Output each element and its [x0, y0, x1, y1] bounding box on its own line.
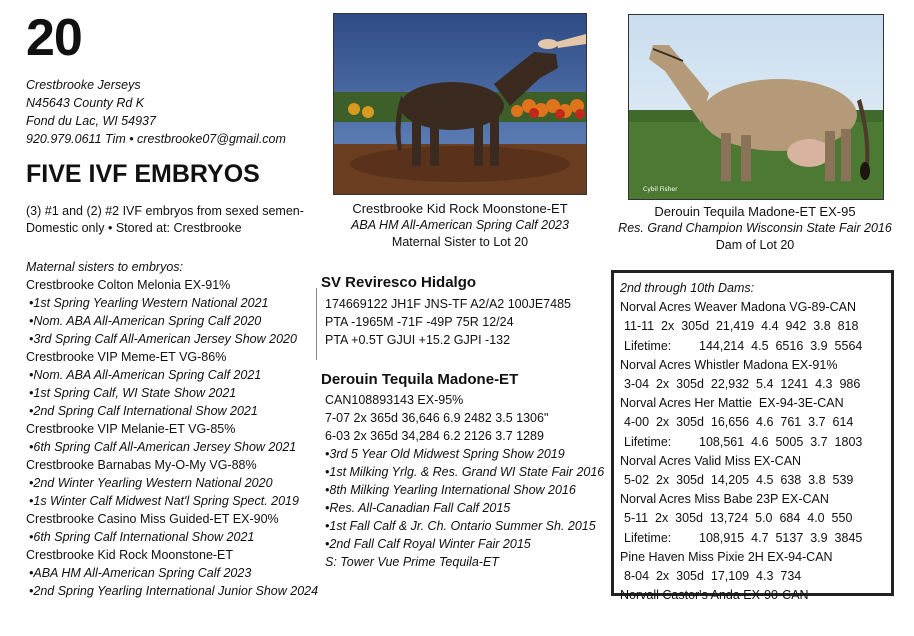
- dam-award: •Res. All-Canadian Fall Calf 2015: [325, 501, 511, 515]
- sister-name: Crestbrooke VIP Meme-ET VG-86%: [26, 350, 227, 364]
- ancestor-dam-name: Norvall Castor's Anda EX-90-CAN: [620, 588, 809, 603]
- ancestor-dam-record: 11-11 2x 305d 21,419 4.4 942 3.8 818: [624, 319, 859, 334]
- consignor-address-line1: N45643 County Rd K: [26, 96, 145, 110]
- ancestor-dam-name: Pine Haven Miss Pixie 2H EX-94-CAN: [620, 549, 833, 564]
- ancestor-dam-record: Lifetime: 108,915 4.7 5137 3.9 3845: [624, 530, 863, 545]
- ancestor-dam-record: 5-11 2x 305d 13,724 5.0 684 4.0 550: [624, 511, 853, 526]
- dam-award: •2nd Fall Calf Royal Winter Fair 2015: [325, 537, 531, 551]
- ancestor-dam-record: Lifetime: 108,561 4.6 5005 3.7 1803: [624, 434, 863, 449]
- sire-info-line: PTA +0.5T GJUI +15.2 GJPI -132: [325, 333, 511, 347]
- sister-award: •3rd Spring Calf All-American Jersey Show 2020: [29, 332, 297, 346]
- photo-moonstone: [333, 13, 587, 195]
- ancestor-dam-record: 5-02 2x 305d 14,205 4.5 638 3.8 539: [624, 473, 854, 488]
- sister-award: •2nd Spring Yearling International Junior Show 2024: [29, 584, 319, 598]
- dam-name: Derouin Tequila Madone-ET: [321, 371, 519, 388]
- lot-description: [26, 203, 316, 237]
- dams-pedigree-box: [611, 270, 894, 603]
- sister-award: •1st Spring Calf, WI State Show 2021: [29, 386, 237, 400]
- photo2-caption-relation: Dam of Lot 20: [715, 238, 795, 252]
- sister-name: Crestbrooke Barnabas My-O-My VG-88%: [26, 458, 257, 472]
- ancestor-dam-record: 3-04 2x 305d 22,932 5.4 1241 4.3 986: [624, 377, 861, 392]
- sire-info-line: 174669122 JH1F JNS-TF A2/A2 100JE7485: [325, 297, 571, 311]
- sister-name: Crestbrooke VIP Melanie-ET VG-85%: [26, 422, 236, 436]
- ancestor-dam-name: Norval Acres Weaver Madona VG-89-CAN: [620, 300, 856, 315]
- maternal-sisters: [26, 258, 326, 600]
- dam-record: CAN108893143 EX-95%: [325, 393, 464, 407]
- photo1-caption: [330, 200, 590, 251]
- sister-award: •1s Winter Calf Midwest Nat'l Spring Spect. 2019: [29, 494, 299, 508]
- sister-award: •Nom. ABA All-American Spring Calf 2020: [29, 314, 262, 328]
- photo1-caption-award: ABA HM All-American Spring Calf 2023: [351, 218, 569, 232]
- sister-award: •1st Spring Yearling Western National 2021: [29, 296, 269, 310]
- ancestor-dam-name: Norval Acres Valid Miss EX-CAN: [620, 453, 802, 468]
- sister-award: •ABA HM All-American Spring Calf 2023: [29, 566, 252, 580]
- ancestor-dam-record: 4-00 2x 305d 16,656 4.6 761 3.7 614: [624, 415, 854, 430]
- lot-number: 20: [26, 9, 82, 67]
- ancestor-dam-name: Norval Acres Her Mattie EX-94-3E-CAN: [620, 396, 844, 411]
- photo2-caption-name: Derouin Tequila Madone-ET EX-95: [654, 204, 856, 219]
- dams-box-title: 2nd through 10th Dams:: [620, 281, 755, 295]
- consignor-name: Crestbrooke Jerseys: [26, 78, 141, 92]
- consignor-contact: 920.979.0611 Tim • crestbrooke07@gmail.com: [26, 132, 286, 146]
- sister-name: Crestbrooke Colton Melonia EX-91%: [26, 278, 231, 292]
- cow-photo-2-image: [629, 15, 883, 199]
- cow-photo-1-image: [334, 14, 586, 194]
- lot-headline: FIVE IVF EMBRYOS: [26, 160, 260, 188]
- photo-madone: [628, 14, 884, 200]
- dam-info: [325, 391, 604, 571]
- ancestor-dam-record: Lifetime: 144,214 4.5 6516 3.9 5564: [624, 338, 863, 353]
- dam-award: •1st Milking Yrlg. & Res. Grand WI State Fair 2016: [325, 465, 605, 479]
- photo1-caption-relation: Maternal Sister to Lot 20: [391, 235, 529, 249]
- dam-award: •1st Fall Calf & Jr. Ch. Ontario Summer Sh. 2015: [325, 519, 596, 533]
- sire-name: SV Revirescо Hidalgo: [321, 274, 477, 291]
- dam-award: S: Tower Vue Prime Tequila-ET: [325, 555, 499, 569]
- ancestor-dam-name: Norval Acres Whistler Madona EX-91%: [620, 357, 838, 372]
- photo2-caption: [610, 203, 900, 254]
- dam-award: •3rd 5 Year Old Midwest Spring Show 2019: [325, 447, 565, 461]
- description-line: (3) #1 and (2) #2 IVF embryos from sexed semen-: [26, 204, 304, 218]
- photo1-caption-name: Crestbrooke Kid Rock Moonstone-ET: [352, 201, 568, 216]
- sister-award: •Nom. ABA All-American Spring Calf 2021: [29, 368, 262, 382]
- dam-record: 7-07 2x 365d 36,646 6.9 2482 3.5 1306": [325, 411, 549, 425]
- consignor-address-line2: Fond du Lac, WI 54937: [26, 114, 156, 128]
- sister-name: Crestbrooke Casino Miss Guided-ET EX-90%: [26, 512, 279, 526]
- photo2-caption-award: Res. Grand Champion Wisconsin State Fair 2016: [618, 221, 892, 235]
- dam-record: 6-03 2x 365d 34,284 6.2 2126 3.7 1289: [325, 429, 544, 443]
- sister-name: Crestbrooke Kid Rock Moonstone-ET: [26, 548, 234, 562]
- column-divider: [316, 288, 317, 360]
- maternal-sisters-label: Maternal sisters to embryos:: [26, 260, 183, 274]
- description-line: Domestic only • Stored at: Crestbrooke: [26, 221, 242, 235]
- photo2-watermark: Cybil Fisher: [643, 186, 678, 193]
- consignor-info: [26, 76, 286, 148]
- sister-award: •6th Spring Calf International Show 2021: [29, 530, 255, 544]
- dam-award: •8th Milking Yearling International Show 2016: [325, 483, 576, 497]
- sire-info: [325, 295, 571, 349]
- sister-award: •2nd Winter Yearling Western National 2020: [29, 476, 273, 490]
- ancestor-dam-name: Norval Acres Miss Babe 23P EX-CAN: [620, 492, 829, 507]
- ancestor-dam-record: 8-04 2x 305d 17,109 4.3 734: [624, 569, 802, 584]
- sister-award: •6th Spring Calf All-American Jersey Show 2021: [29, 440, 297, 454]
- sister-award: •2nd Spring Calf International Show 2021: [29, 404, 258, 418]
- sire-info-line: PTA -1965M -71F -49P 75R 12/24: [325, 315, 514, 329]
